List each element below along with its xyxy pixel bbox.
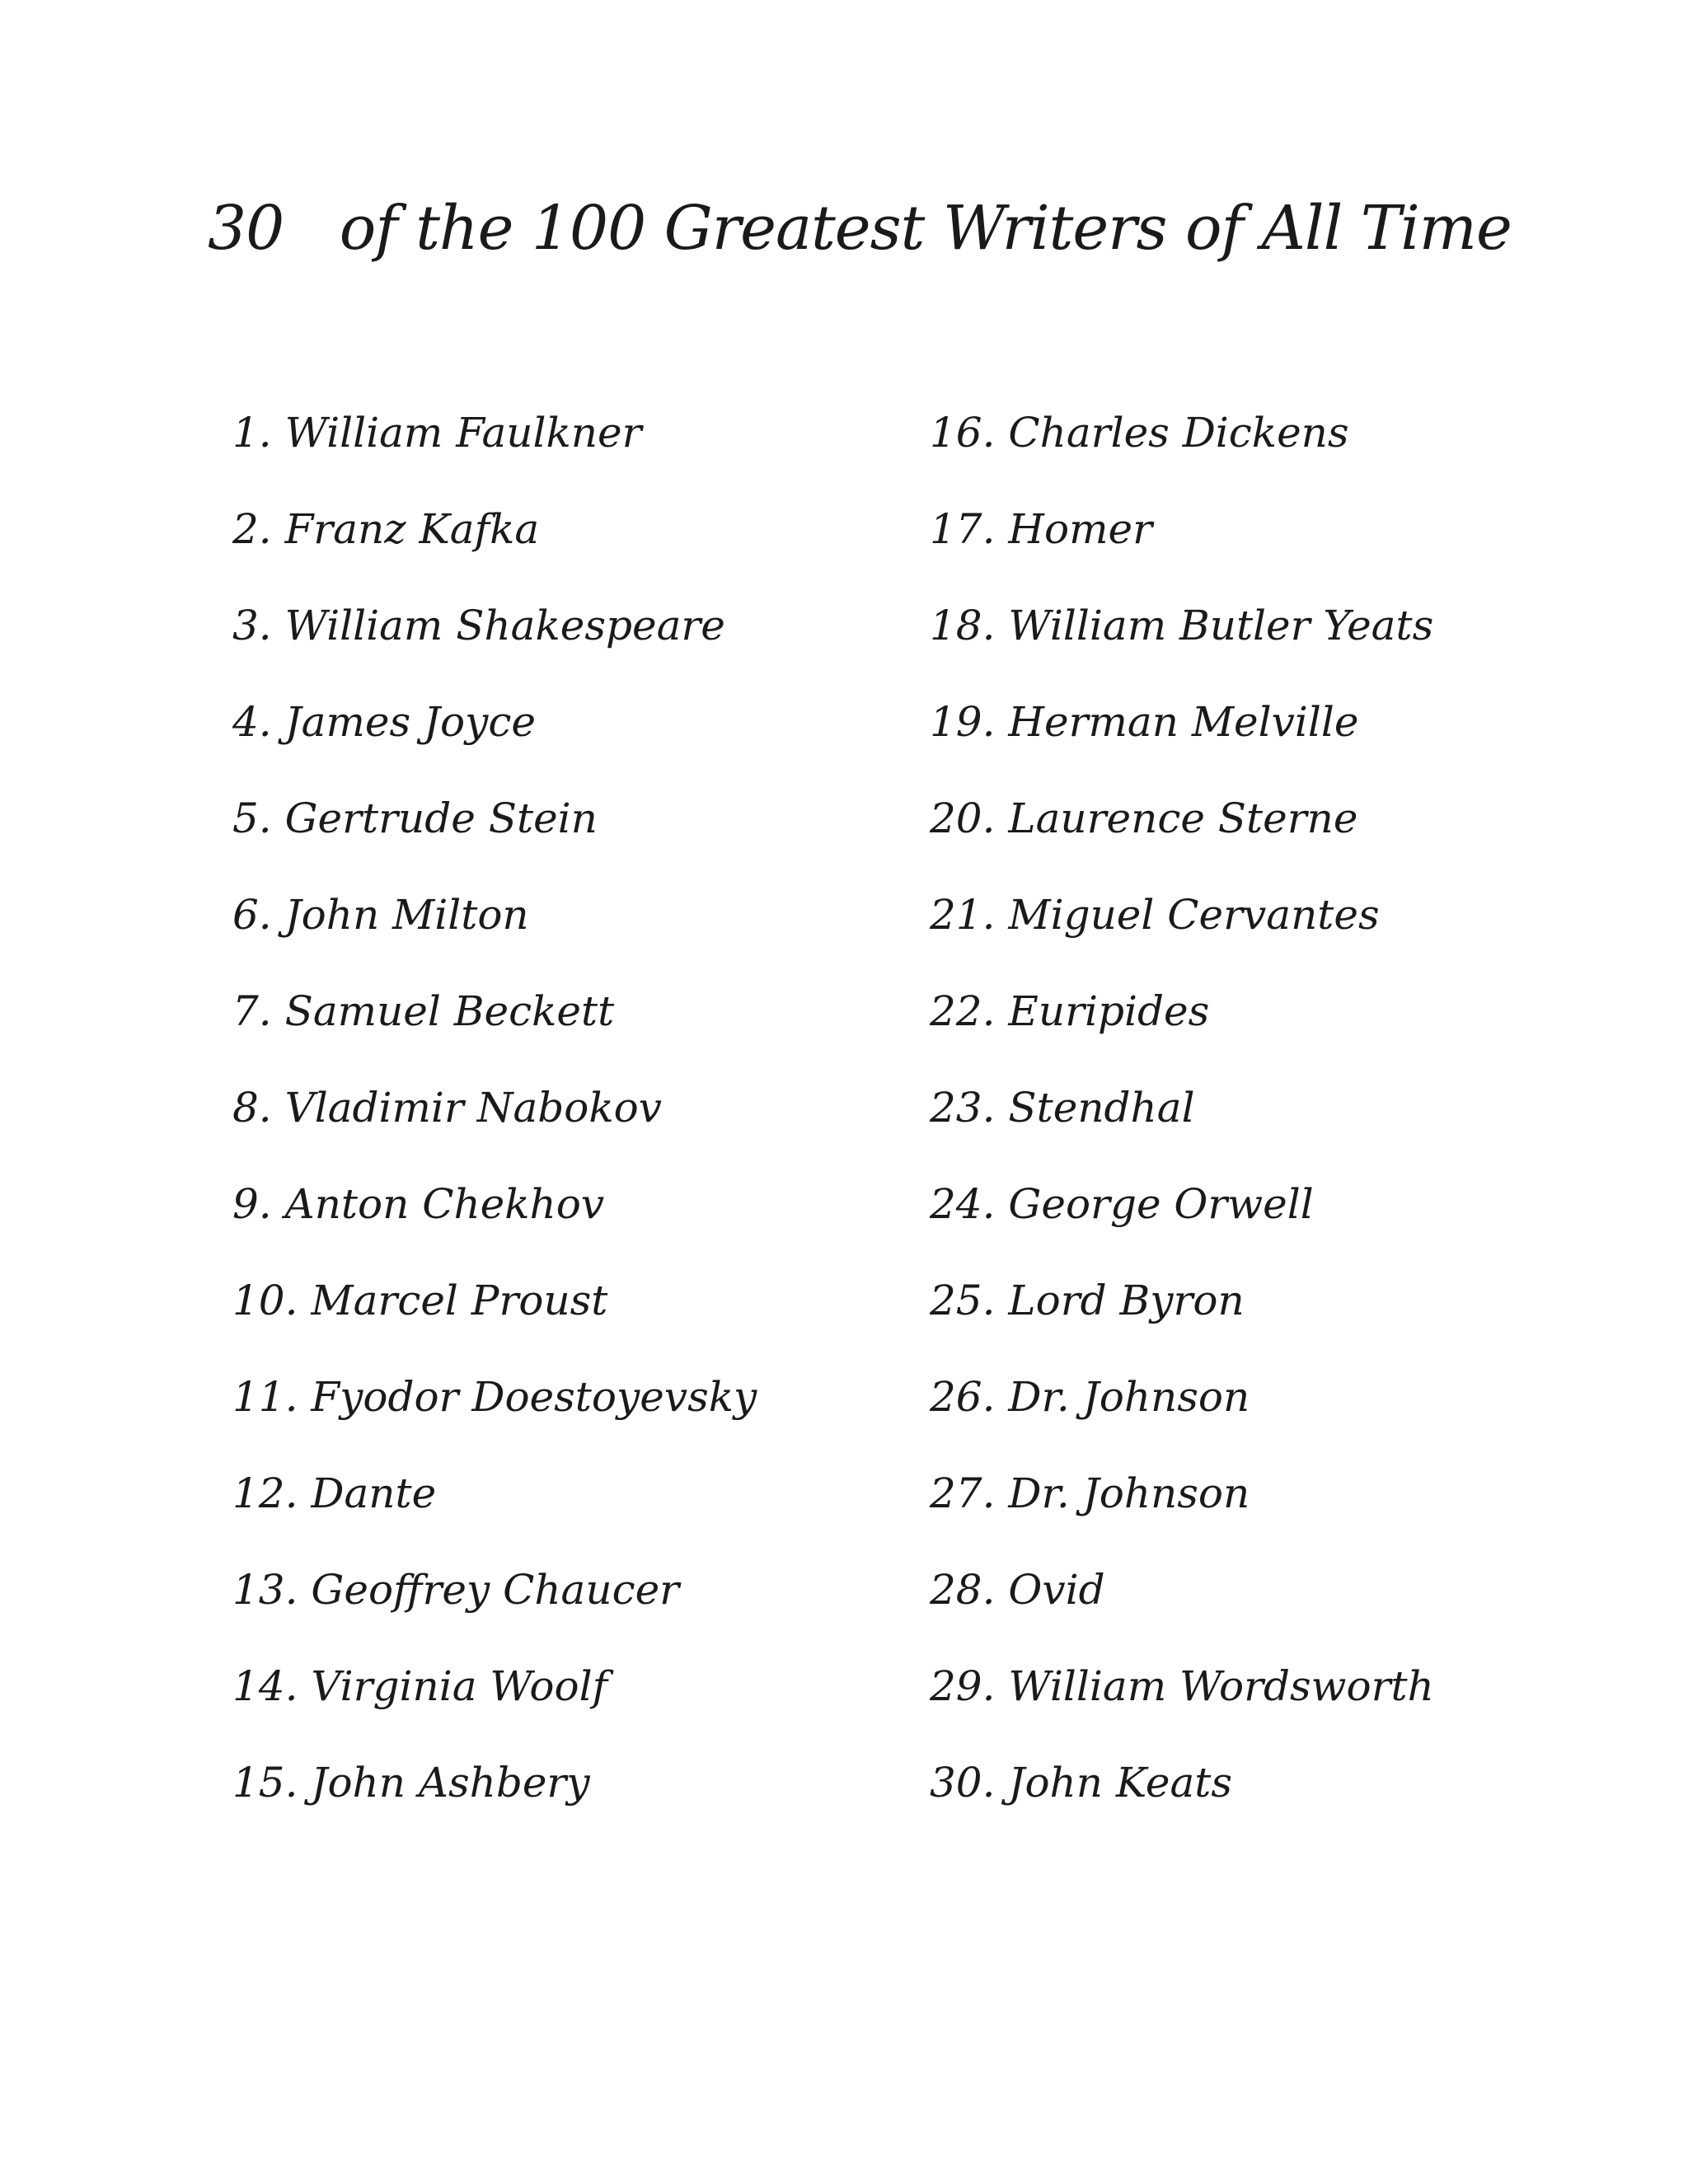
writer-list-item: 6. John Milton <box>232 891 529 939</box>
writer-list-item: 11. Fyodor Doestoyevsky <box>232 1373 757 1421</box>
writer-list-item: 13. Geoffrey Chaucer <box>232 1566 680 1614</box>
writer-list-item: 14. Virginia Woolf <box>232 1662 608 1710</box>
writer-list-item: 29. William Wordsworth <box>930 1662 1434 1710</box>
writer-list-item: 26. Dr. Johnson <box>930 1373 1250 1421</box>
writer-list-item: 2. Franz Kafka <box>232 505 540 553</box>
writer-list-item: 15. John Ashbery <box>232 1759 590 1807</box>
writer-list-item: 18. William Butler Yeats <box>930 602 1434 649</box>
writer-list-item: 10. Marcel Proust <box>232 1277 608 1324</box>
writer-list-item: 17. Homer <box>930 505 1153 553</box>
writer-list-item: 8. Vladimir Nabokov <box>232 1084 663 1132</box>
writer-list-item: 4. James Joyce <box>232 698 536 746</box>
writer-list-item: 3. William Shakespeare <box>232 602 725 649</box>
writer-list-item: 23. Stendhal <box>930 1084 1195 1132</box>
writer-list-item: 27. Dr. Johnson <box>930 1469 1250 1517</box>
writer-list-item: 7. Samuel Beckett <box>232 987 615 1035</box>
writer-list-item: 9. Anton Chekhov <box>232 1180 605 1228</box>
writer-list-item: 5. Gertrude Stein <box>232 794 598 842</box>
writer-list-item: 20. Laurence Sterne <box>930 794 1358 842</box>
writer-list-item: 12. Dante <box>232 1469 437 1517</box>
writer-list-item: 25. Lord Byron <box>930 1277 1245 1324</box>
writer-list-item: 16. Charles Dickens <box>930 409 1349 457</box>
writer-list-left <box>232 409 757 1858</box>
document-title: 30 of the 100 Greatest Writers of All Time <box>208 193 1512 264</box>
writer-list-item: 22. Euripides <box>930 987 1210 1035</box>
writer-list-item: 30. John Keats <box>930 1759 1233 1807</box>
writer-list-item: 21. Miguel Cervantes <box>930 891 1380 939</box>
writer-list-item: 24. George Orwell <box>930 1180 1314 1228</box>
writer-list-item: 1. William Faulkner <box>232 409 642 457</box>
writer-list-right <box>930 409 1434 1858</box>
writer-list-item: 28. Ovid <box>930 1566 1105 1614</box>
writer-list-item: 19. Herman Melville <box>930 698 1359 746</box>
